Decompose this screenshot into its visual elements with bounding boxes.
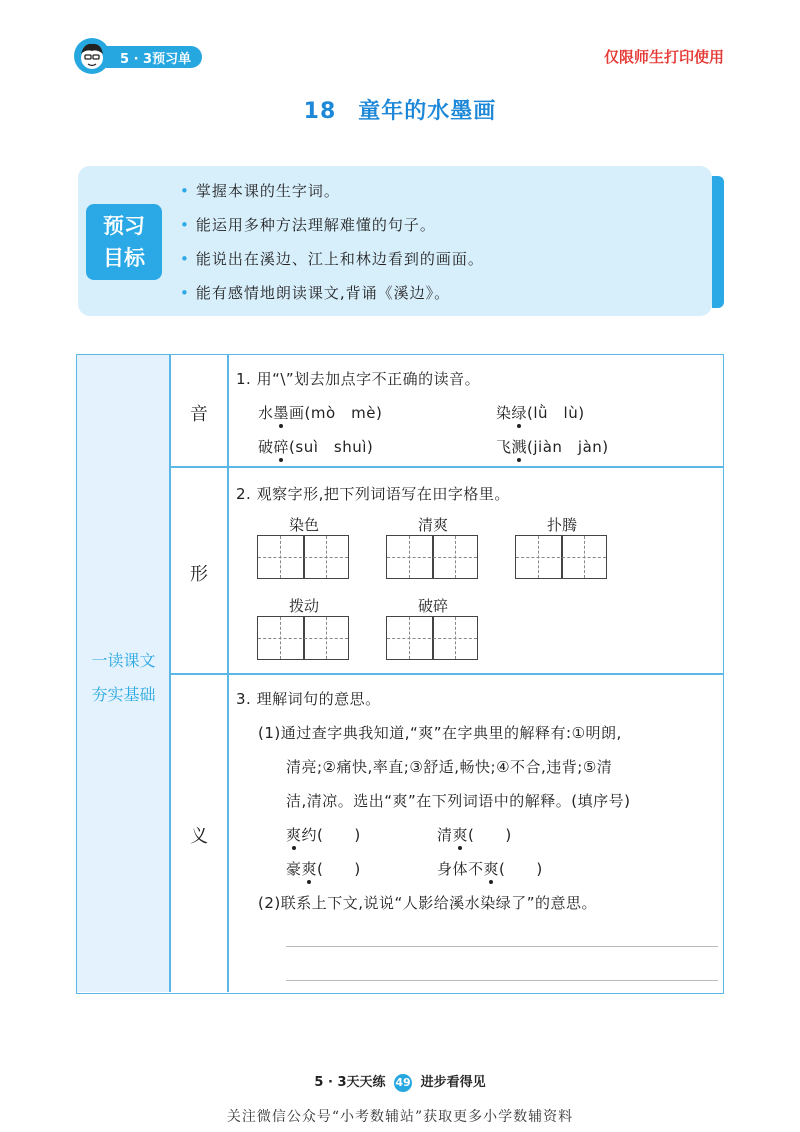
pronunciation-item: 破碎(suì shuì) — [258, 438, 374, 456]
answer-line[interactable] — [286, 946, 718, 947]
goal-item: • 能运用多种方法理解难懂的句子。 — [180, 216, 436, 234]
lesson-number: 18 — [303, 99, 337, 124]
choice-item[interactable]: 身体不爽( ) — [437, 860, 543, 878]
question-3: 3. 理解词句的意思。 — [236, 690, 381, 708]
goals-tag — [86, 204, 162, 280]
footer-series: 5 · 3天天练 — [314, 1075, 386, 1090]
word-label: 拨动 — [288, 597, 319, 615]
bullet-icon: • — [180, 182, 190, 200]
question-2: 2. 观察字形,把下列词语写在田字格里。 — [236, 485, 510, 503]
row-divider — [170, 466, 723, 468]
bullet-icon: • — [180, 250, 190, 268]
word-label: 扑腾 — [546, 516, 577, 534]
tianzige-grid[interactable] — [257, 535, 349, 579]
lesson-title — [0, 94, 800, 125]
goals-tag-line2: 目标 — [103, 246, 145, 270]
choice-item[interactable]: 豪爽( ) — [286, 860, 361, 878]
category-sound: 音 — [190, 404, 208, 425]
sub-question-2: (2)联系上下文,说说“人影给溪水染绿了”的意思。 — [258, 894, 598, 912]
tianzige-grid[interactable] — [515, 535, 607, 579]
sub-question-1: (1)通过查字典我知道,“爽”在字典里的解释有:①明朗, — [258, 724, 622, 742]
question-1: 1. 用“\”划去加点字不正确的读音。 — [236, 370, 481, 388]
footer-slogan: 进步看得见 — [420, 1075, 486, 1090]
page-footer — [0, 1071, 800, 1092]
bullet-icon: • — [180, 216, 190, 234]
goals-accent-bar — [712, 176, 724, 308]
tianzige-grid[interactable] — [386, 616, 478, 660]
goal-item: • 掌握本课的生字词。 — [180, 182, 340, 200]
tianzige-grid[interactable] — [386, 535, 478, 579]
series-badge-label: 5 · 3预习单 — [120, 52, 192, 67]
lesson-name: 童年的水墨画 — [358, 99, 497, 124]
sub-question-1-cont: 清亮;②痛快,率直;③舒适,畅快;④不合,违背;⑤清 — [286, 758, 613, 776]
goal-item: • 能说出在溪边、江上和林边看到的画面。 — [180, 250, 484, 268]
word-label: 清爽 — [417, 516, 448, 534]
word-label: 染色 — [288, 516, 319, 534]
print-restriction-notice: 仅限师生打印使用 — [603, 48, 724, 66]
choice-item[interactable]: 清爽( ) — [437, 826, 512, 844]
tianzige-grid[interactable] — [257, 616, 349, 660]
footer-notice: 关注微信公众号“小考数辅站”获取更多小学数辅资料 — [226, 1109, 574, 1125]
section-title-line1: 一读课文 — [91, 651, 156, 670]
word-label: 破碎 — [417, 597, 448, 615]
category-meaning: 义 — [190, 826, 208, 847]
choice-item[interactable]: 爽约( ) — [286, 826, 361, 844]
answer-line[interactable] — [286, 980, 718, 981]
category-form: 形 — [190, 564, 208, 585]
sub-question-1-cont: 洁,清凉。选出“爽”在下列词语中的解释。(填序号) — [286, 792, 631, 810]
mascot-icon — [74, 38, 110, 74]
pronunciation-item: 水墨画(mò mè) — [258, 404, 383, 422]
page-number: 49 — [394, 1074, 412, 1092]
bullet-icon: • — [180, 284, 190, 302]
goal-item: • 能有感情地朗读课文,背诵《溪边》。 — [180, 284, 451, 302]
pronunciation-item: 染绿(lǜ lù) — [496, 404, 585, 422]
section-title-line2: 夯实基础 — [91, 685, 156, 704]
pronunciation-item: 飞溅(jiàn jàn) — [496, 438, 609, 456]
series-badge — [74, 38, 202, 74]
row-divider — [170, 673, 723, 675]
goals-tag-line1: 预习 — [103, 214, 145, 238]
